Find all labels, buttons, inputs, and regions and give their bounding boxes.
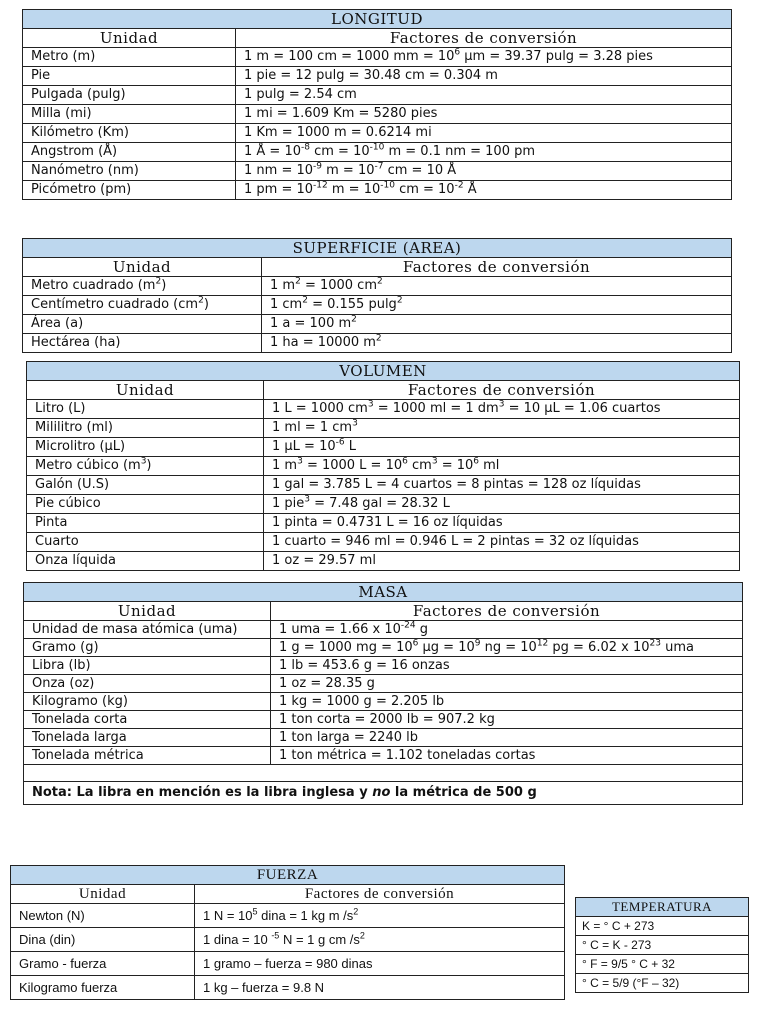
table-title: TEMPERATURA <box>576 898 749 917</box>
factor-cell: 1 m = 100 cm = 1000 mm = $10^6$ µm = 39.37 pulg = 3.28 pies <box>236 48 732 67</box>
factor-cell: 1 gal = 3.785 L = 4 cuartos = 8 pintas = 128 oz líquidas <box>264 476 740 495</box>
unit-cell: Pulgada (pulg) <box>23 86 236 105</box>
column-header-factors: Factores de conversión <box>195 885 565 904</box>
table-row <box>24 657 743 675</box>
factor-cell: 1 ton métrica = 1.102 toneladas cortas <box>271 747 743 765</box>
column-header-factors: Factores de conversión <box>264 381 740 400</box>
factor-cell: 1 mi = 1.609 Km = 5280 pies <box>236 105 732 124</box>
factor-cell: 1 ton corta = 2000 lb = 907.2 kg <box>271 711 743 729</box>
table-row <box>27 514 740 533</box>
table-title: FUERZA <box>11 866 565 885</box>
factor-cell: 1 Km = 1000 m = 0.6214 mi <box>236 124 732 143</box>
blank-row <box>24 765 743 782</box>
table-row <box>24 729 743 747</box>
column-header-unit: Unidad <box>11 885 195 904</box>
table-row <box>23 48 732 67</box>
unit-cell: Milla (mi) <box>23 105 236 124</box>
table-row <box>11 976 565 1000</box>
unit-cell: Litro (L) <box>27 400 264 419</box>
unit-cell: Microlitro (µL) <box>27 438 264 457</box>
unit-cell: Metro (m) <box>23 48 236 67</box>
factor-cell: 1 ton larga = 2240 lb <box>271 729 743 747</box>
table-row <box>24 693 743 711</box>
table-row <box>11 904 565 928</box>
fuerza-table <box>10 865 565 1000</box>
unit-cell: Libra (lb) <box>24 657 271 675</box>
table-row <box>11 952 565 976</box>
temperatura-table <box>575 897 749 993</box>
column-header-unit: Unidad <box>27 381 264 400</box>
unit-cell: Área (a) <box>23 315 262 334</box>
factor-cell: 1 L = 1000 $cm^3 = 1000$ ml = 1 $dm^3 = 10$ µL = 1.06 cuartos <box>264 400 740 419</box>
unit-cell: Kilogramo fuerza <box>11 976 195 1000</box>
unit-cell: Pie cúbico <box>27 495 264 514</box>
table-row <box>23 181 732 200</box>
factor-cell: 1 cuarto = 946 ml = 0.946 L = 2 pintas = 32 oz líquidas <box>264 533 740 552</box>
formula-cell: ° C = 5/9 (°F – 32) <box>576 974 749 993</box>
table-row <box>576 936 749 955</box>
unit-cell: Nanómetro (nm) <box>23 162 236 181</box>
table-row <box>576 974 749 993</box>
table-row <box>27 495 740 514</box>
table-row <box>11 928 565 952</box>
table-row <box>576 955 749 974</box>
unit-cell: Tonelada métrica <box>24 747 271 765</box>
factor-cell: 1 pm = $10^{-12}$ $m = 10^{-10}$ cm = $10^{-2}$ Å <box>236 181 732 200</box>
table-row <box>27 476 740 495</box>
table-row <box>27 419 740 438</box>
factor-cell: 1 dina = 10 $^{-5}$ N = 1 g cm $/s^2$ <box>195 928 565 952</box>
table-row <box>23 67 732 86</box>
unit-cell: Hectárea (ha) <box>23 334 262 353</box>
column-header-factors: Factores de conversión <box>236 29 732 48</box>
factor-cell: 1 lb = 453.6 g = 16 onzas <box>271 657 743 675</box>
table-row <box>27 533 740 552</box>
unit-cell: Pinta <box>27 514 264 533</box>
factor-cell: 1 Å = $10^{-8}$ cm = $10^{-10}$ m = 0.1 nm = 100 pm <box>236 143 732 162</box>
column-header-factors: Factores de conversión <box>262 258 732 277</box>
table-row <box>23 105 732 124</box>
column-header-unit: Unidad <box>24 602 271 621</box>
factor-cell: 1 ml = 1 $cm^3$ <box>264 419 740 438</box>
table-row <box>23 277 732 296</box>
unit-cell: Metro cúbico $(m^3)$ <box>27 457 264 476</box>
table-row <box>24 621 743 639</box>
table-row <box>576 917 749 936</box>
factor-cell: 1 $m^2 = 1000$ $cm^2$ <box>262 277 732 296</box>
unit-cell: Newton (N) <box>11 904 195 928</box>
unit-cell: Tonelada corta <box>24 711 271 729</box>
unit-cell: Mililitro (ml) <box>27 419 264 438</box>
unit-cell: Pie <box>23 67 236 86</box>
table-title: MASA <box>24 583 743 602</box>
table-row <box>24 747 743 765</box>
table-row <box>23 296 732 315</box>
longitud-table <box>22 9 732 200</box>
column-header-unit: Unidad <box>23 29 236 48</box>
factor-cell: 1 $N = 10^5$ dina = 1 kg m $/s^2$ <box>195 904 565 928</box>
column-header-factors: Factores de conversión <box>271 602 743 621</box>
table-row <box>27 457 740 476</box>
table-row <box>23 86 732 105</box>
factor-cell: 1 $\mu L = 10^{-6}$ L <box>264 438 740 457</box>
formula-cell: ° C = K - 273 <box>576 936 749 955</box>
table-row <box>23 162 732 181</box>
table-row <box>24 675 743 693</box>
factor-cell: 1 oz = 28.35 g <box>271 675 743 693</box>
table-row <box>23 315 732 334</box>
factor-cell: 1 kg – fuerza = 9.8 N <box>195 976 565 1000</box>
unit-cell: Centímetro cuadrado $(cm^2)$ <box>23 296 262 315</box>
unit-cell: Angstrom (Å) <box>23 143 236 162</box>
table-row <box>23 334 732 353</box>
table-title: VOLUMEN <box>27 362 740 381</box>
unit-cell: Tonelada larga <box>24 729 271 747</box>
table-row <box>27 400 740 419</box>
factor-cell: 1 uma = 1.66 x $10^{-24}$ g <box>271 621 743 639</box>
unit-cell: Unidad de masa atómica (uma) <box>24 621 271 639</box>
table-row <box>24 711 743 729</box>
formula-cell: ° F = 9/5 ° C + 32 <box>576 955 749 974</box>
table-title: SUPERFICIE (AREA) <box>23 239 732 258</box>
masa-table <box>23 582 743 805</box>
factor-cell: 1 $cm^2 = 0.155$ pulg$^2$ <box>262 296 732 315</box>
table-row <box>27 552 740 571</box>
factor-cell: 1 pulg = 2.54 cm <box>236 86 732 105</box>
table-row <box>27 438 740 457</box>
unit-cell: Picómetro (pm) <box>23 181 236 200</box>
formula-cell: K = ° C + 273 <box>576 917 749 936</box>
column-header-unit: Unidad <box>23 258 262 277</box>
factor-cell: 1 pie = 12 pulg = 30.48 cm = 0.304 m <box>236 67 732 86</box>
unit-cell: Dina (din) <box>11 928 195 952</box>
factor-cell: 1 pie$^3$ = 7.48 gal = 28.32 L <box>264 495 740 514</box>
unit-cell: Cuarto <box>27 533 264 552</box>
table-title: LONGITUD <box>23 10 732 29</box>
unit-cell: Onza líquida <box>27 552 264 571</box>
factor-cell: 1 ha = 10000 $m^2$ <box>262 334 732 353</box>
factor-cell: 1 $m^3 = 1000$ $L = 10^6$ $cm^3 = 10^6$ ml <box>264 457 740 476</box>
factor-cell: 1 oz = 29.57 ml <box>264 552 740 571</box>
volumen-table <box>26 361 740 571</box>
factor-cell: 1 gramo – fuerza = 980 dinas <box>195 952 565 976</box>
factor-cell: 1 a = 100 $m^2$ <box>262 315 732 334</box>
note-text: Nota: La libra en mención es la libra inglesa y no la métrica de 500 g <box>24 782 743 805</box>
unit-cell: Kilómetro (Km) <box>23 124 236 143</box>
unit-cell: Metro cuadrado $(m^2)$ <box>23 277 262 296</box>
factor-cell: 1 nm = $10^{-9}$ $m = 10^{-7}$ cm = 10 Å <box>236 162 732 181</box>
factor-cell: 1 pinta = 0.4731 L = 16 oz líquidas <box>264 514 740 533</box>
unit-cell: Kilogramo (kg) <box>24 693 271 711</box>
factor-cell: 1 kg = 1000 g = 2.205 lb <box>271 693 743 711</box>
table-row <box>24 639 743 657</box>
unit-cell: Galón (U.S) <box>27 476 264 495</box>
unit-cell: Gramo - fuerza <box>11 952 195 976</box>
unit-cell: Onza (oz) <box>24 675 271 693</box>
table-row <box>23 124 732 143</box>
factor-cell: 1 g = 1000 mg = $10^6$ $\mu g = 10^9$ ng = $10^{12}$ pg = 6.02 x $10^{23}$ uma <box>271 639 743 657</box>
unit-cell: Gramo (g) <box>24 639 271 657</box>
superficie-table <box>22 238 732 353</box>
table-row <box>23 143 732 162</box>
